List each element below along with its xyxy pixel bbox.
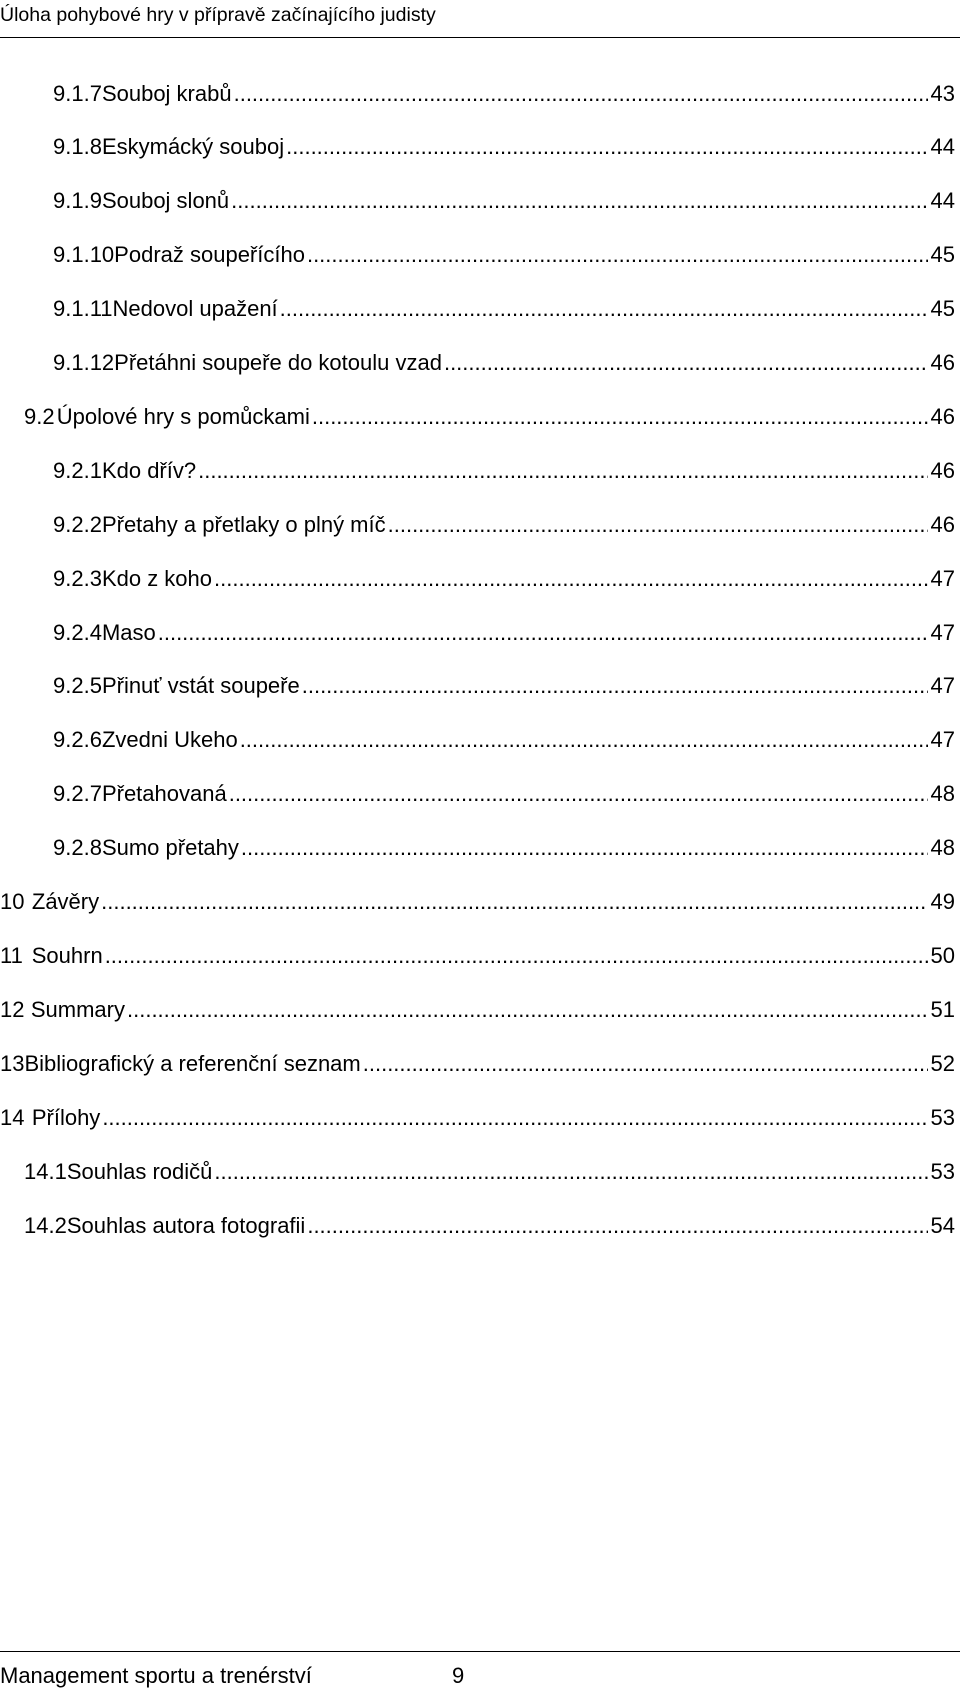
toc-entry-label: Přetahovaná: [101, 781, 227, 806]
toc-leader-dots: [229, 781, 928, 807]
toc-entry[interactable]: [0, 134, 955, 164]
page-header: [0, 0, 960, 38]
toc-entry-page: 46: [930, 404, 955, 429]
toc-leader-dots: [231, 188, 927, 214]
toc-leader-dots: [240, 727, 928, 753]
toc-entry-number: 9.2: [24, 404, 55, 429]
toc-entry-page: 46: [930, 350, 955, 375]
toc-entry-label: Přetáhni soupeře do kotoulu vzad: [114, 350, 442, 375]
toc-entry[interactable]: [0, 781, 955, 811]
toc-entry[interactable]: [0, 566, 955, 596]
toc-entry[interactable]: [0, 835, 955, 865]
toc-entry-page: 53: [930, 1105, 955, 1130]
toc-entry-label: Závěry: [31, 889, 100, 914]
toc-entry-number: 9.2.8: [53, 835, 102, 860]
toc-entry[interactable]: [0, 81, 955, 111]
toc-entry[interactable]: [0, 296, 955, 326]
toc-entry[interactable]: [0, 1159, 955, 1189]
toc-entry-page: 46: [930, 458, 955, 483]
toc-entry[interactable]: [0, 727, 955, 757]
toc-entry-number: 12: [0, 997, 25, 1022]
toc-entry-number: 9.1.8: [53, 134, 102, 159]
toc-leader-dots: [105, 943, 928, 969]
toc-leader-dots: [102, 1105, 927, 1131]
toc-entry-label: Zvedni Ukeho: [101, 727, 238, 752]
toc-entry-number: 9.2.5: [53, 673, 102, 698]
toc-entry[interactable]: [0, 404, 955, 434]
toc-entry-number: 9.2.2: [53, 512, 102, 537]
toc-entry-page: 51: [930, 997, 955, 1022]
toc-entry-label: Souhrn: [31, 943, 103, 968]
toc-entry-label: Přinuť vstát soupeře: [101, 673, 300, 698]
toc-entry-number: 10: [0, 889, 25, 914]
toc-entry-number: 9.2.3: [53, 566, 102, 591]
toc-entry-label: Souboj krabů: [101, 81, 232, 106]
toc-entry-page: 44: [930, 188, 955, 213]
toc-entry[interactable]: [0, 673, 955, 703]
toc-entry-label: Nedovol upažení: [112, 296, 278, 321]
toc-entry-label: Úpolové hry s pomůckami: [56, 404, 310, 429]
toc-entry-page: 47: [930, 620, 955, 645]
toc-entry-label: Maso: [101, 620, 156, 645]
toc-entry[interactable]: [0, 188, 955, 218]
toc-entry[interactable]: [0, 458, 955, 488]
toc-leader-dots: [388, 512, 928, 538]
toc-entry-number: 9.1.9: [53, 188, 102, 213]
toc-entry-label: Sumo přetahy: [101, 835, 239, 860]
toc-entry-number: 11: [0, 943, 23, 968]
toc-entry-label: Summary: [30, 997, 125, 1022]
toc-entry-label: Souhlas rodičů: [66, 1159, 213, 1184]
toc-leader-dots: [444, 350, 928, 376]
toc-entry-number: 14: [0, 1105, 25, 1130]
header-title: Úloha pohybové hry v přípravě začínajícího judisty: [0, 4, 436, 26]
toc-entry[interactable]: [0, 1213, 955, 1243]
toc-entry-page: 54: [930, 1213, 955, 1238]
toc-entry-number: 9.1.12: [53, 350, 115, 375]
toc-entry-page: 47: [930, 566, 955, 591]
toc-entry-label: Kdo dřív?: [101, 458, 197, 483]
toc-entry[interactable]: [0, 889, 955, 919]
footer-text: Management sportu a trenérství: [0, 1663, 312, 1688]
toc-leader-dots: [198, 458, 927, 484]
toc-entry-number: 9.2.7: [53, 781, 102, 806]
toc-entry-page: 48: [930, 781, 955, 806]
footer-page-number: 9: [452, 1663, 465, 1688]
toc-entry-number: 9.2.4: [53, 620, 102, 645]
toc-entry-number: 14.2: [24, 1213, 67, 1238]
toc-entry[interactable]: [0, 943, 955, 973]
toc-entry-label: Souboj slonů: [101, 188, 230, 213]
toc-entry-page: 43: [930, 81, 955, 106]
toc-entry-label: Souhlas autora fotografii: [66, 1213, 306, 1238]
toc-leader-dots: [307, 242, 928, 268]
toc-entry[interactable]: [0, 512, 955, 542]
toc-leader-dots: [307, 1213, 927, 1239]
toc-entry-number: 9.1.7: [53, 81, 102, 106]
toc-entry-page: 44: [930, 134, 955, 159]
toc-entry-label: Přílohy: [31, 1105, 101, 1130]
toc-entry-number: 9.1.10: [53, 242, 115, 267]
toc-leader-dots: [101, 889, 927, 915]
toc-entry-page: 45: [930, 242, 955, 267]
toc-entry-number: 14.1: [24, 1159, 67, 1184]
toc-entry-page: 50: [930, 943, 955, 968]
toc-entry[interactable]: [0, 1105, 955, 1135]
toc-entry-page: 49: [930, 889, 955, 914]
toc-entry-label: Bibliografický a referenční seznam: [24, 1051, 361, 1076]
toc-leader-dots: [158, 620, 928, 646]
toc-entry-page: 45: [930, 296, 955, 321]
page-footer: [0, 1651, 960, 1700]
toc-leader-dots: [286, 134, 927, 160]
toc-leader-dots: [312, 404, 928, 430]
toc-entry-number: 9.2.1: [53, 458, 102, 483]
toc-entry-number: 9.1.11: [53, 296, 113, 321]
toc-leader-dots: [234, 81, 928, 107]
toc-entry-number: 9.2.6: [53, 727, 102, 752]
toc-entry-label: Přetahy a přetlaky o plný míč: [101, 512, 386, 537]
toc-entry-label: Kdo z koho: [101, 566, 213, 591]
toc-leader-dots: [363, 1051, 928, 1077]
toc-entry[interactable]: [0, 350, 955, 380]
toc-entry-number: 13: [0, 1051, 25, 1076]
toc-entry-page: 46: [930, 512, 955, 537]
toc-entry-page: 47: [930, 727, 955, 752]
toc-leader-dots: [127, 997, 928, 1023]
toc-leader-dots: [280, 296, 928, 322]
toc-entry[interactable]: [0, 242, 955, 272]
toc-entry-page: 47: [930, 673, 955, 698]
toc-entry-label: Eskymácký souboj: [101, 134, 285, 159]
toc-leader-dots: [241, 835, 928, 861]
toc-entry-page: 53: [930, 1159, 955, 1184]
toc-leader-dots: [214, 566, 928, 592]
toc-leader-dots: [302, 673, 928, 699]
toc-leader-dots: [214, 1159, 927, 1185]
toc-entry-page: 52: [930, 1051, 955, 1076]
toc-entry-page: 48: [930, 835, 955, 860]
toc-entry[interactable]: [0, 620, 955, 650]
toc-entry-label: Podraž soupeřícího: [114, 242, 305, 267]
toc-entry[interactable]: [0, 997, 955, 1027]
toc-entry[interactable]: [0, 1051, 955, 1081]
